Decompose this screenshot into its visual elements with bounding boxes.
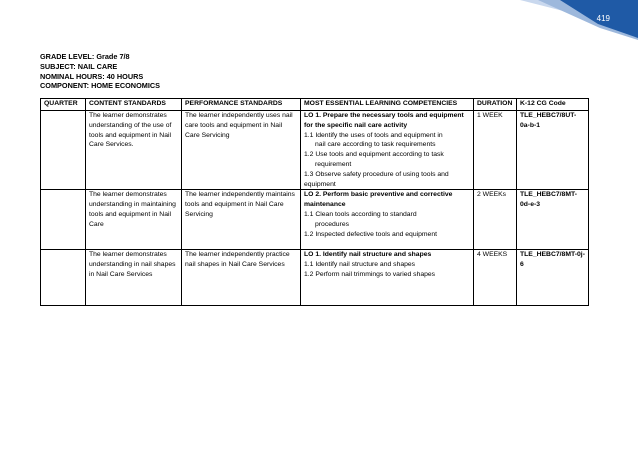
lo-title: LO 2. Perform basic preventive and corrective maintenance (304, 191, 453, 209)
duration-cell: 2 WEEKs (474, 190, 517, 250)
col-header-cg-code: K-12 CG Code (517, 99, 589, 111)
competency-item: 1.2 Use tools and equipment according to task (304, 151, 444, 159)
content-standards-cell: The learner demonstrates understanding of the use of tools and equipment in Nail Care Services. (86, 111, 182, 190)
col-header-duration: DURATION (474, 99, 517, 111)
quarter-cell (41, 111, 86, 190)
competency-item: 1.2 Inspected defective tools and equipment (304, 230, 438, 238)
performance-standards-cell: The learner independently uses nail care tools and equipment in Nail Care Servicing (182, 111, 301, 190)
competency-continuation: nail care according to task requirements (315, 141, 436, 149)
lo-title: LO 1. Identify nail structure and shapes (304, 251, 432, 259)
performance-standards-cell: The learner independently maintains tools and equipment in Nail Care Servicing (182, 190, 301, 250)
grade-level: GRADE LEVEL: Grade 7/8 (40, 52, 130, 61)
table-row (41, 250, 589, 306)
competencies-cell (301, 190, 474, 250)
competency-item: 1.1 Identify the uses of tools and equipment in (304, 131, 443, 139)
competencies-cell (301, 250, 474, 306)
table-row (41, 190, 589, 250)
cg-code-cell: TLE_HEBC7/8MT-0d-e-3 (517, 190, 589, 250)
component: COMPONENT: HOME ECONOMICS (40, 81, 160, 91)
table-header-row (41, 99, 589, 111)
curriculum-table (40, 98, 589, 306)
competency-continuation: procedures (315, 220, 350, 228)
quarter-cell (41, 190, 86, 250)
competency-item: 1.3 Observe safety procedure of using tools and equipment (304, 170, 449, 188)
duration-cell: 1 WEEK (474, 111, 517, 190)
col-header-performance-standards: PERFORMANCE STANDARDS (182, 99, 301, 111)
competency-item: 1.1 Identify nail structure and shapes (304, 261, 416, 269)
competency-item: 1.1 Clean tools according to standard (304, 210, 417, 218)
table-row (41, 111, 589, 190)
nominal-hours: NOMINAL HOURS: 40 HOURS (40, 71, 144, 81)
content-standards-cell: The learner demonstrates understanding in maintaining tools and equipment in Nail Care (86, 190, 182, 250)
col-header-competencies: MOST ESSENTIAL LEARNING COMPETENCIES (301, 99, 474, 111)
content-standards-cell: The learner demonstrates understanding in nail shapes in Nail Care Services (86, 250, 182, 306)
lo-title: LO 1. Prepare the necessary tools and equipment for the specific nail care activity (304, 112, 464, 129)
col-header-content-standards: CONTENT STANDARDS (86, 99, 182, 111)
cg-code-cell: TLE_HEBC7/8MT-0j-6 (517, 250, 589, 306)
page-number: 419 (596, 14, 610, 23)
competency-item: 1.2 Perform nail trimmings to varied shapes (304, 270, 436, 278)
subject: SUBJECT: NAIL CARE (40, 61, 118, 71)
col-header-quarter: QUARTER (41, 99, 86, 111)
duration-cell: 4 WEEKS (474, 250, 517, 306)
competencies-cell (301, 111, 474, 190)
cg-code-cell: TLE_HEBC7/8UT-0a-b-1 (517, 111, 589, 190)
document-header (40, 52, 160, 91)
performance-standards-cell: The learner independently practice nail shapes in Nail Care Services (182, 250, 301, 306)
competency-continuation: requirement (315, 160, 352, 168)
quarter-cell (41, 250, 86, 306)
